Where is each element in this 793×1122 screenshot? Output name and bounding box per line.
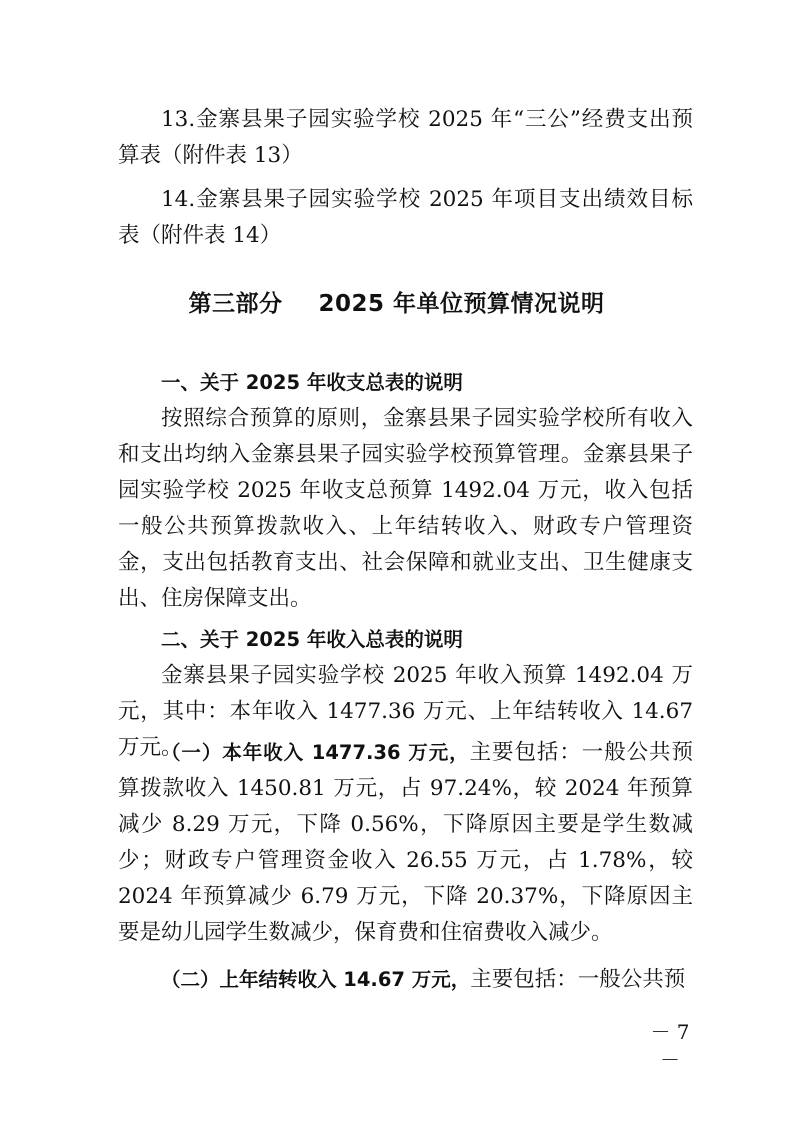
page-number: － 7 － [650,1020,690,1072]
part-title-label: 第三部分 [188,291,283,317]
attachment-list-item-13: 13.金寨县果子园实验学校 2025 年“三公”经费支出预算表（附件表 13） [118,107,693,168]
item-1-lead: （一）本年收入 1477.36 万元， [161,741,470,764]
section-2-heading: 二、关于 2025 年收入总表的说明 [161,628,463,651]
part-three-title [0,286,793,322]
section-2-item-2 [118,962,693,998]
part-title-text: 2025 年单位预算情况说明 [318,291,605,317]
item-2-lead: （二）上年结转收入 14.67 万元， [161,968,471,991]
item-1-body: 主要包括：一般公共预算拨款收入 1450.81 万元，占 97.24%，较 2024 年预算减少 8.29 万元，下降 0.56%，下降原因主要是学生数减少；财政专户管理资金收入 26.55 万元，占 1.78%，较 2024 年预算减少 6.79 万元，下降 20.37%，下降原因主要是幼儿园学生数减少，保育费和住宿费收入减少。 [118,740,693,945]
section-2-item-1 [118,735,693,951]
item-2-body: 主要包括：一般公共预 [470,967,686,992]
section-1-body: 按照综合预算的原则，金寨县果子园实验学校所有收入和支出均纳入金寨县果子园实验学校预算管理。金寨县果子园实验学校 2025 年收支总预算 1492.04 万元，收入包括一般公共预算拨款收入、上年结转收入、财政专户管理资金，支出包括教育支出、社会保障和就业支出、卫生健康支出、住房保障支出。 [118,406,693,611]
section-2-body: 金寨县果子园实验学校 2025 年收入预算 1492.04 万元，其中：本年收入 1477.36 万元、上年结转收入 14.67 万元。 [118,663,693,760]
section-1-heading: 一、关于 2025 年收支总表的说明 [161,371,463,394]
attachment-list-item-14: 14.金寨县果子园实验学校 2025 年项目支出绩效目标表（附件表 14） [118,187,693,248]
